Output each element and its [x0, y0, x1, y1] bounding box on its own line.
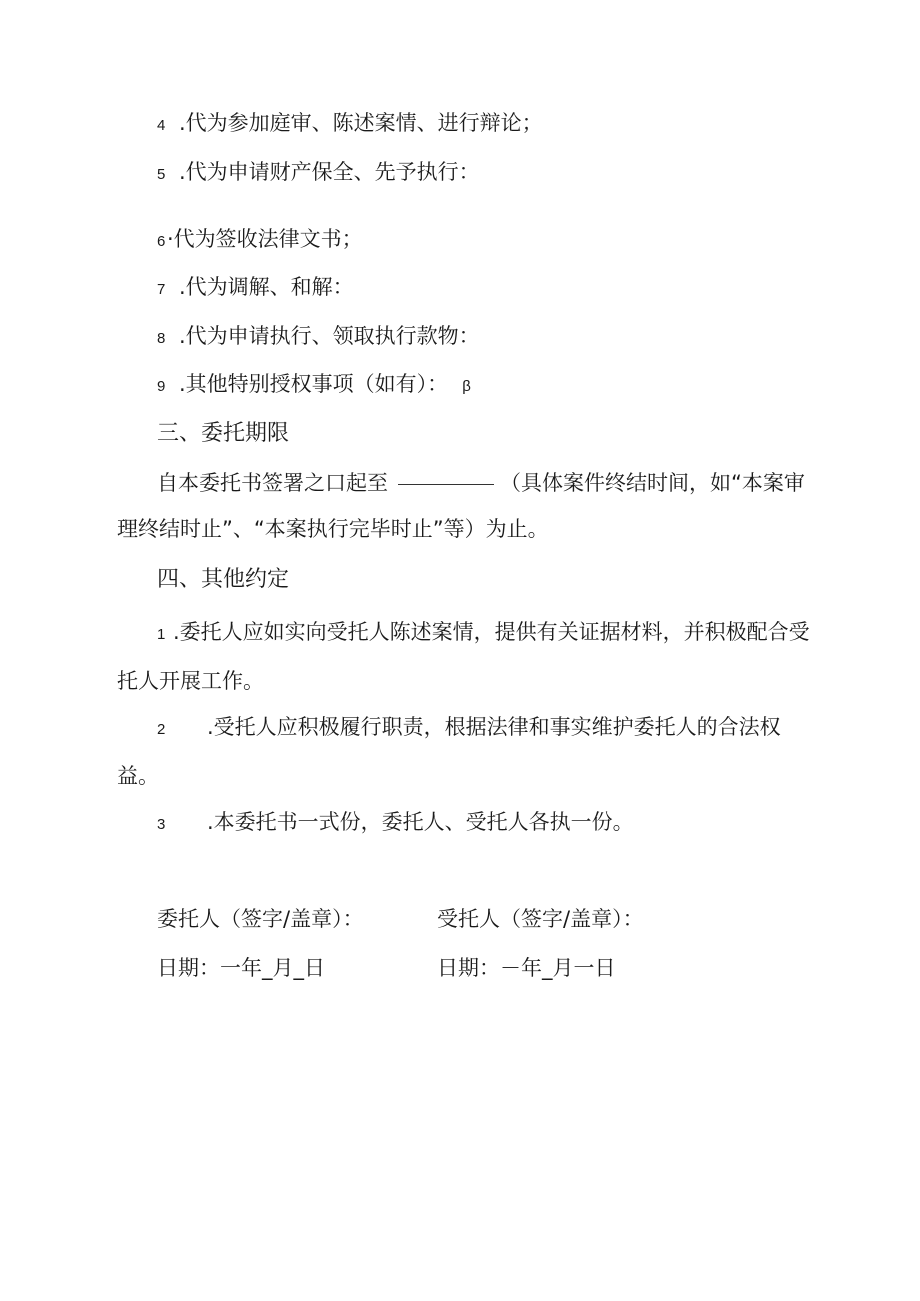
item-number: 9: [157, 378, 166, 395]
item-text: ·代为签收法律文书；: [167, 227, 363, 251]
item-7: [157, 272, 354, 305]
item-text: .代为申请财产保全、先予执行：: [179, 160, 480, 184]
item-text: .代为参加庭审、陈述案情、进行辩论；: [179, 111, 543, 135]
term-blank: [398, 483, 494, 485]
principal-signature-label: 委托人（签字/盖章）：: [157, 907, 364, 931]
principal-date: 日期：一年_月_日: [157, 956, 325, 980]
item-text: .代为调解、和解：: [179, 275, 354, 299]
item-4: [157, 108, 543, 141]
item-number: 8: [157, 330, 166, 347]
section-3-text-b: （具体案件终结时间，如“本案审理终结时止”、“本案执行完毕时止”等）为止。: [117, 471, 805, 541]
section-3-title: 三、委托期限: [157, 421, 290, 446]
clause-1: [117, 609, 817, 704]
section-3-text-a: 自本委托书签署之口起至: [157, 471, 388, 495]
clause-number: 1: [157, 626, 166, 643]
clause-3: [117, 799, 817, 848]
section-3-paragraph: [117, 460, 817, 552]
agent-date: 日期：－年_月一日: [437, 956, 616, 980]
item-number: 7: [157, 281, 166, 298]
item-number: 6: [157, 233, 166, 250]
clause-2: [117, 704, 817, 799]
item-text: .代为申请执行、领取执行款物：: [179, 324, 480, 348]
section-4-title: 四、其他约定: [157, 567, 290, 592]
item-5: [157, 157, 480, 190]
item-8: [157, 321, 480, 354]
item-number: 5: [157, 166, 166, 183]
clause-text: .受托人应积极履行职责，根据法律和事实维护委托人的合法权益。: [117, 715, 781, 788]
clause-number: 2: [157, 721, 166, 738]
item-tail-mark: β: [462, 378, 471, 395]
item-6: [157, 224, 363, 257]
item-text: .其他特别授权事项（如有）：: [179, 372, 449, 396]
clause-text: .委托人应如实向受托人陈述案情，提供有关证据材料，并积极配合受托人开展工作。: [117, 620, 810, 693]
clause-text: .本委托书一式份，委托人、受托人各执一份。: [207, 810, 634, 834]
clause-number: 3: [157, 816, 166, 833]
item-9: [157, 369, 471, 402]
agent-signature-label: 受托人（签字/盖章）：: [437, 907, 644, 931]
item-number: 4: [157, 117, 166, 134]
